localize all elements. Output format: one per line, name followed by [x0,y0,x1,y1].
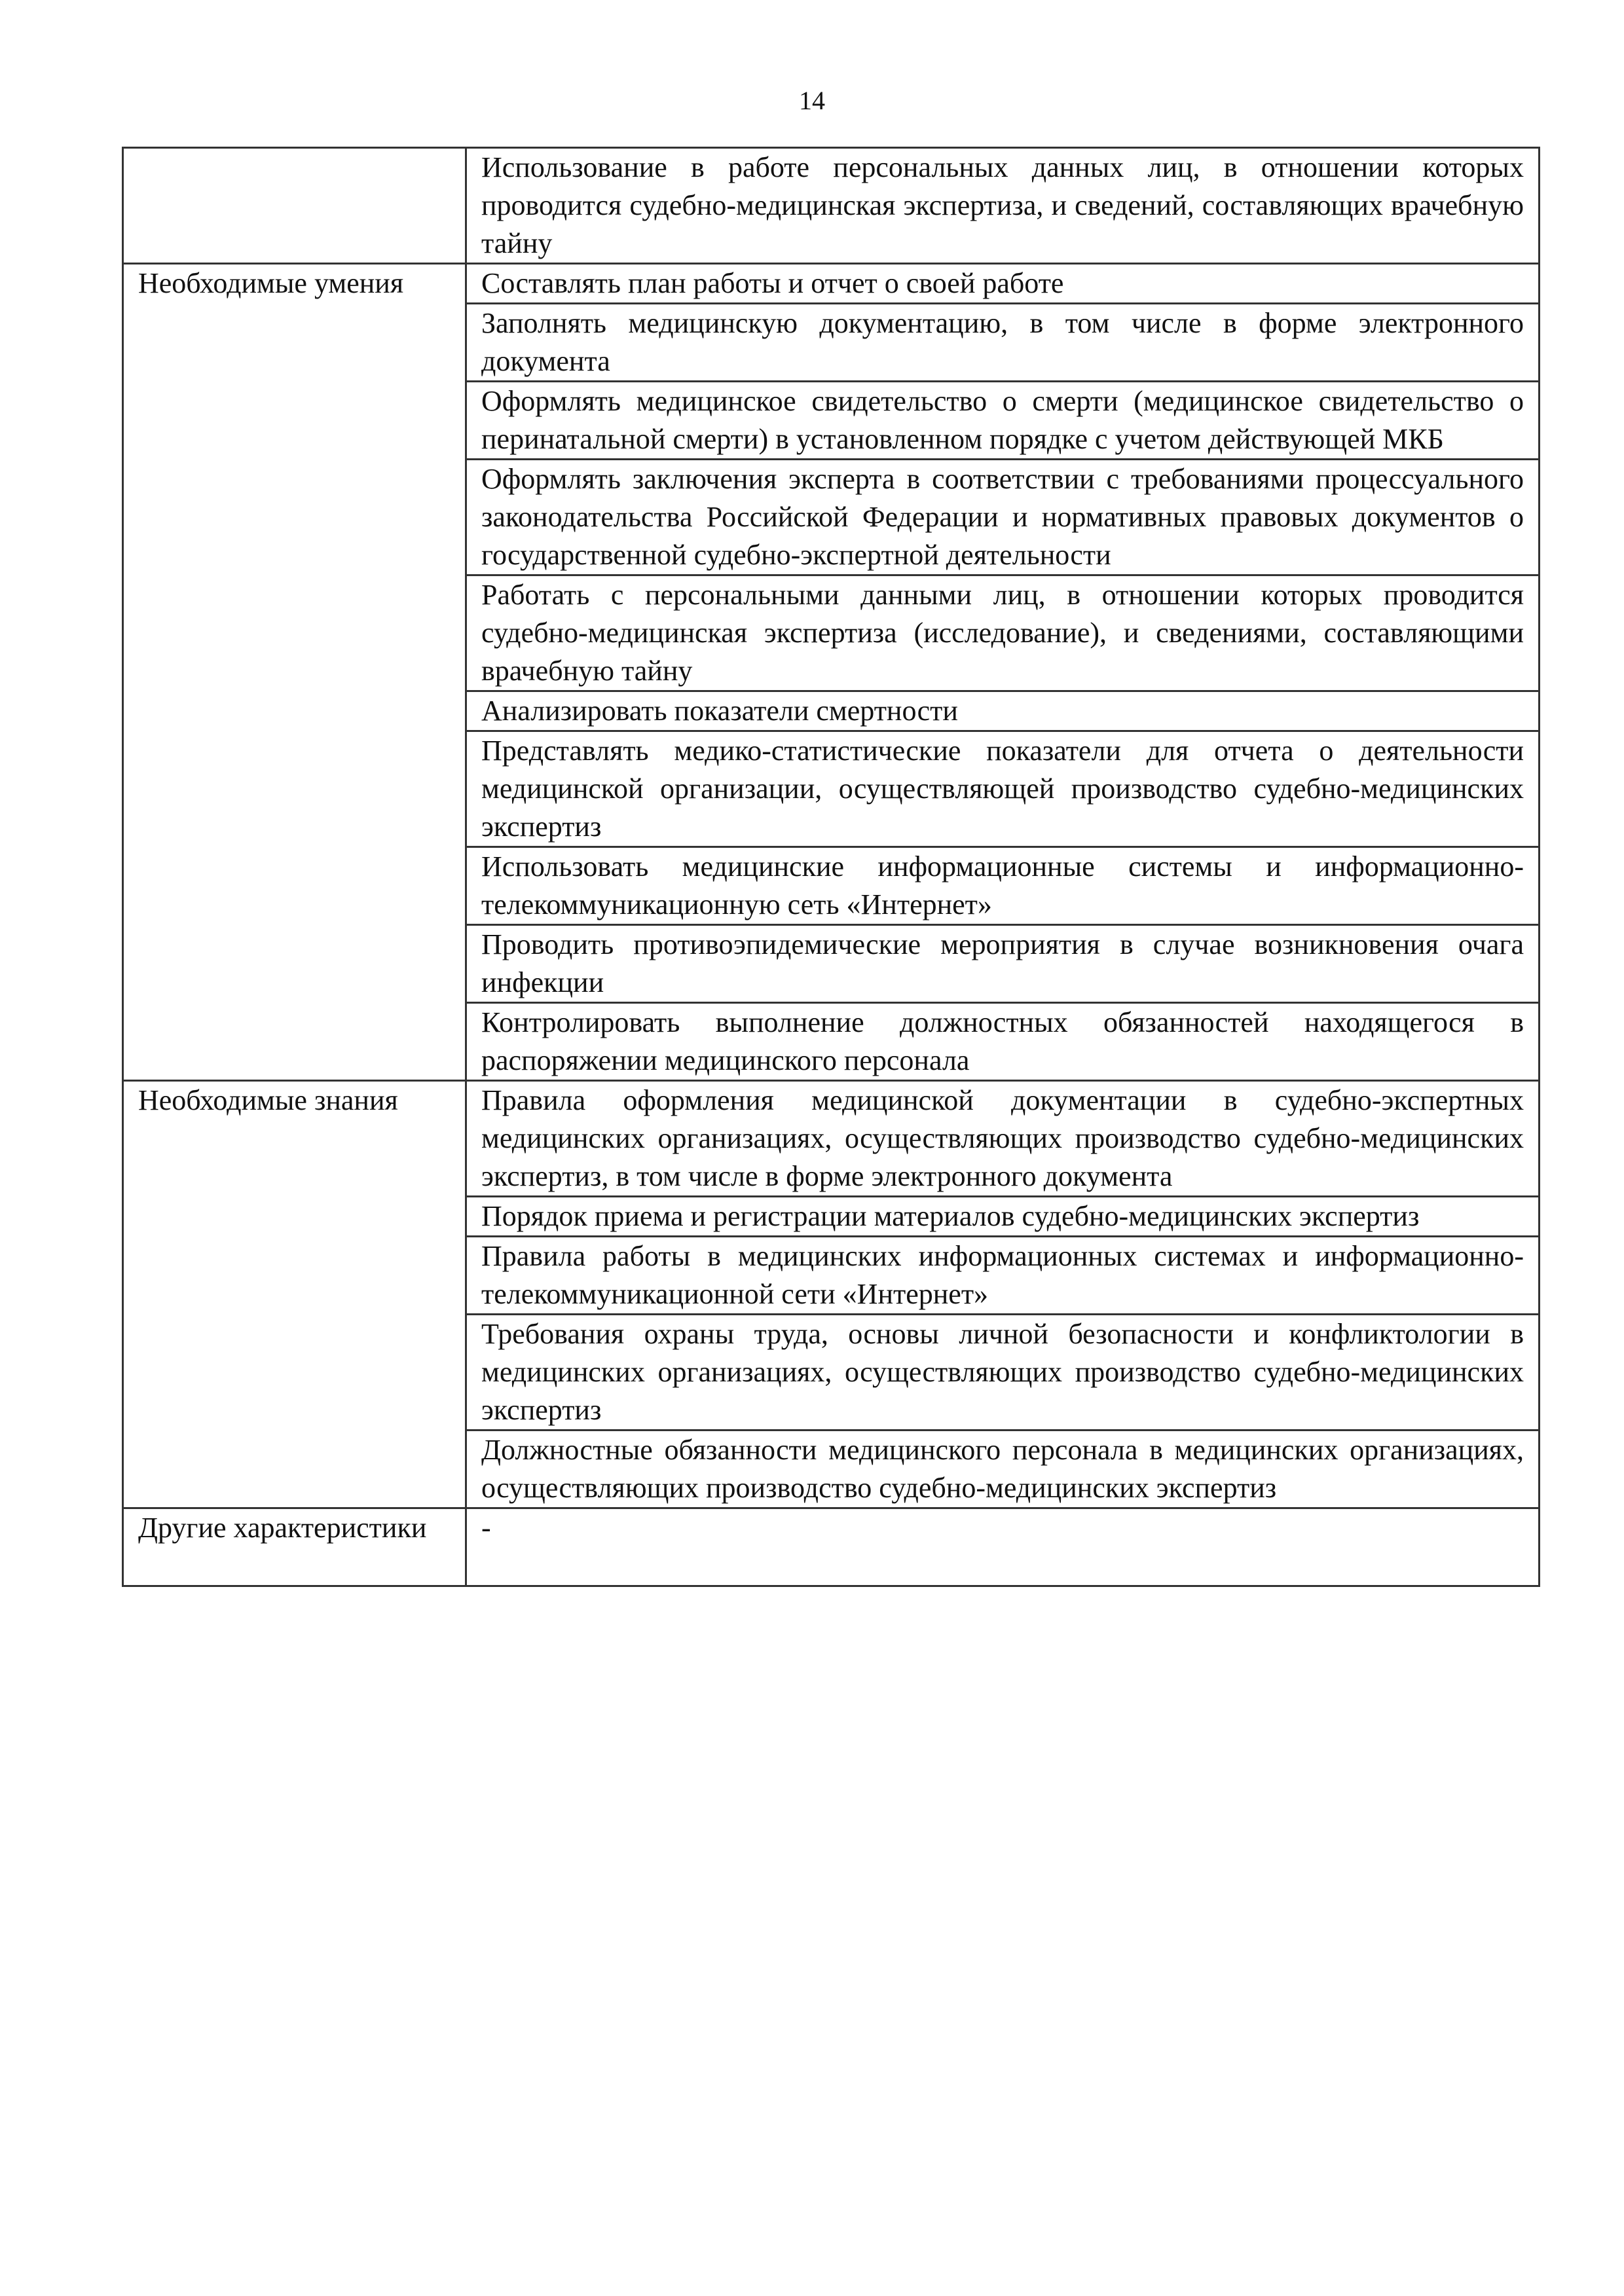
qualification-table [122,147,1540,1587]
skills-label: Необходимые умения [123,264,466,1081]
skill-item: Представлять медико-статистические показатели для отчета о деятельности медицинской организации, осуществляющей производство судебно-медицинских экспертиз [466,731,1540,847]
skill-item: Использовать медицинские информационные системы и информационно-телекоммуникационную сеть «Интернет» [466,847,1540,925]
table-row [123,264,1540,304]
empty-label-cell [123,148,466,264]
skill-item: Работать с персональными данными лиц, в отношении которых проводится судебно-медицинская экспертиза (исследование), и сведениями, составляющими врачебную тайну [466,575,1540,691]
skill-item: Оформлять заключения эксперта в соответствии с требованиями процессуального законодательства Российской Федерации и нормативных правовых документов о государственной судебно-экспертной деятельности [466,460,1540,575]
knowledge-item: Правила оформления медицинской документации в судебно-экспертных медицинских организациях, осуществляющих производство судебно-медицинских экспертиз, в том числе в форме электронного документа [466,1081,1540,1197]
skill-item: Контролировать выполнение должностных обязанностей находящегося в распоряжении медицинского персонала [466,1003,1540,1081]
knowledge-item: Порядок приема и регистрации материалов судебно-медицинских экспертиз [466,1197,1540,1237]
other-characteristics-label: Другие характеристики [123,1508,466,1586]
skill-item: Анализировать показатели смертности [466,691,1540,731]
skill-item: Заполнять медицинскую документацию, в том числе в форме электронного документа [466,304,1540,382]
knowledge-item: Правила работы в медицинских информационных системах и информационно-телекоммуникационной сети «Интернет» [466,1237,1540,1315]
skill-item: Оформлять медицинское свидетельство о смерти (медицинское свидетельство о перинатальной смерти) в установленном порядке с учетом действующей МКБ [466,382,1540,460]
table-row [123,1508,1540,1586]
page-number: 14 [799,86,825,115]
other-characteristics-value: - [466,1508,1540,1586]
knowledge-item: Требования охраны труда, основы личной безопасности и конфликтологии в медицинских организациях, осуществляющих производство судебно-медицинских экспертиз [466,1315,1540,1430]
skill-item: Проводить противоэпидемические мероприятия в случае возникновения очага инфекции [466,925,1540,1003]
continued-item-cell: Использование в работе персональных данных лиц, в отношении которых проводится судебно-медицинская экспертиза, и сведений, составляющих врачебную тайну [466,148,1540,264]
skill-item: Составлять план работы и отчет о своей работе [466,264,1540,304]
table-row [123,1081,1540,1197]
knowledge-item: Должностные обязанности медицинского персонала в медицинских организациях, осуществляющих производство судебно-медицинских экспертиз [466,1430,1540,1508]
table-row [123,148,1540,264]
knowledge-label: Необходимые знания [123,1081,466,1508]
